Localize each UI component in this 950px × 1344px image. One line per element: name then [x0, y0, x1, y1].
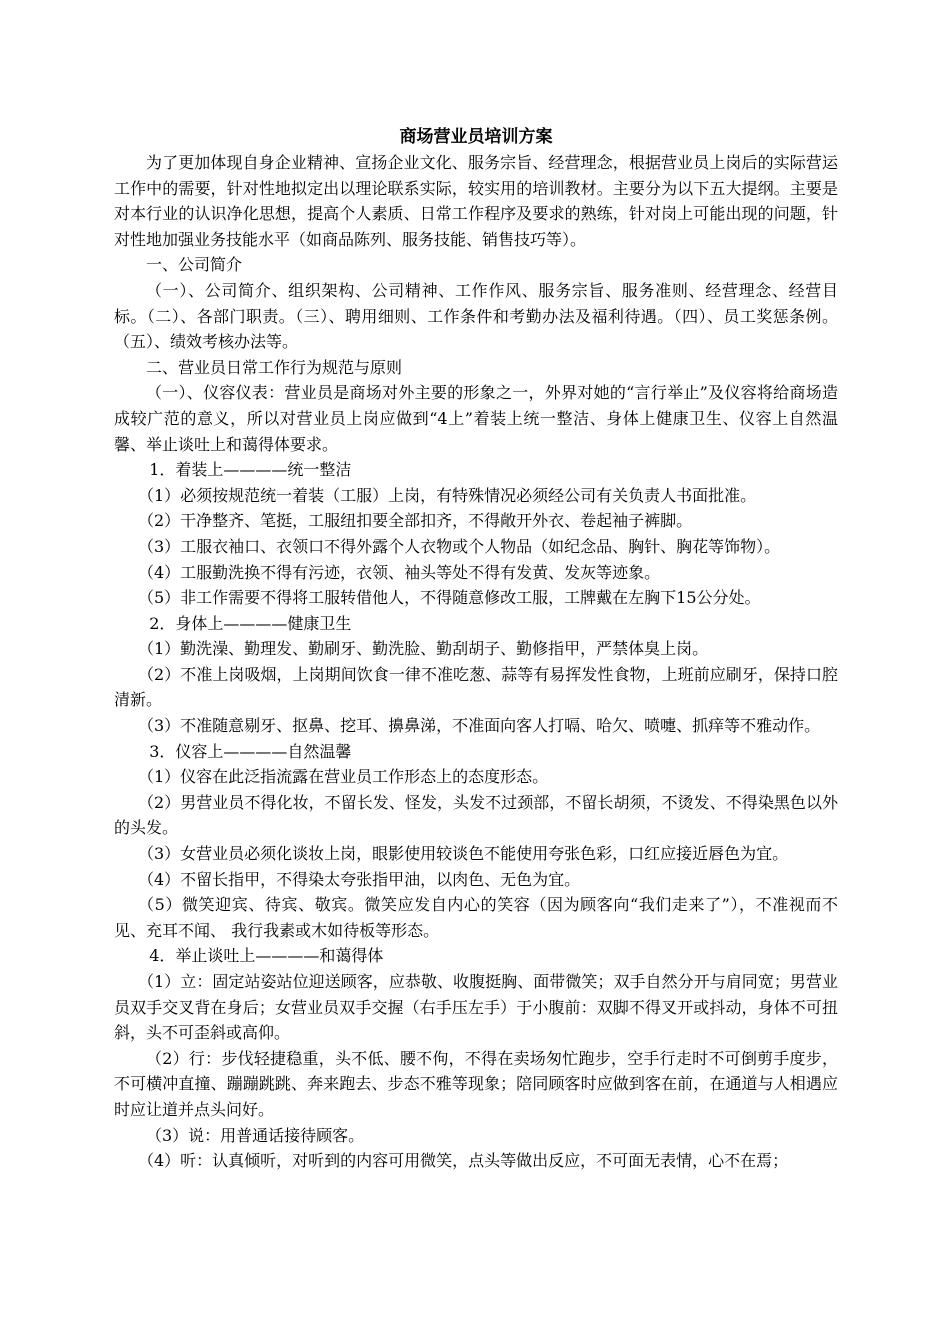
paragraph: （一）、公司简介、组织架构、公司精神、工作作风、服务宗旨、服务准则、经营理念、经营目标。（二）、各部门职责。（三）、聘用细则、工作条件和考勤办法及福利待遇。（四）、员工奖惩条例。（五）、绩效考核办法等。 [114, 280, 838, 352]
paragraph: （1）勤洗澡、勤理发、勤刷牙、勤洗脸、勤刮胡子、勤修指甲，严禁体臭上岗。 [138, 639, 709, 659]
paragraph: （1）立：固定站姿站位迎送顾客，应恭敬、收腹挺胸、面带微笑；双手自然分开与肩同宽；男营业员双手交叉背在身后；女营业员双手交握（右手压左手）于小腹前：双脚不得叉开或抖动，身体不可扭斜，头不可歪斜或高仰。 [114, 972, 838, 1043]
paragraph: （1）仪容在此泛指流露在营业员工作形态上的态度形态。 [138, 767, 549, 787]
paragraph: 1．着装上————统一整洁 [149, 460, 352, 480]
paragraph: （3）不准随意剔牙、抠鼻、挖耳、擤鼻涕，不准面向客人打嗝、哈欠、喷嚏、抓痒等不雅动作。 [138, 716, 821, 736]
paragraph: （4）不留长指甲，不得染太夸张指甲油，以肉色、无色为宜。 [138, 869, 581, 889]
paragraph: （3）工服衣袖口、衣领口不得外露个人衣物或个人物品（如纪念品、胸针、胸花等饰物）。 [138, 536, 781, 556]
paragraph: （2）行：步伐轻捷稳重，头不低、腰不佝，不得在卖场匆忙跑步，空手行走时不可倒剪手度步，不可横冲直撞、蹦蹦跳跳、奔来跑去、步态不雅等现象；陪同顾客时应做到客在前，在通道与人相遇应时应让道并点头问好。 [114, 1048, 838, 1119]
paragraph: （3）说：用普通话接待顾客。 [146, 1125, 365, 1145]
paragraph: （一）、仪容仪表：营业员是商场对外主要的形象之一，外界对她的“言行举止”及仪容将给商场造成较广范的意义，所以对营业员上岗应做到“4上”着装上统一整洁、身体上健康卫生、仪容上自然温馨、举止谈吐上和蔼得体要求。 [114, 383, 838, 454]
paragraph: （2）干净整齐、笔挺，工服纽扣要全部扣齐，不得敞开外衣、卷起袖子裤脚。 [138, 511, 693, 531]
paragraph: 2．身体上————健康卫生 [149, 613, 352, 633]
paragraph: 一、公司简介 [146, 255, 243, 275]
paragraph: （5）非工作需要不得将工服转借他人，不得随意修改工服，工牌戴在左胸下15公分处。 [138, 588, 761, 608]
paragraph: 二、营业员日常工作行为规范与原则 [146, 357, 403, 377]
paragraph: （2）男营业员不得化妆，不留长发、怪发，头发不过颈部，不留长胡须，不烫发、不得染黑色以外的头发。 [114, 792, 838, 838]
document-page [114, 118, 838, 1174]
document-body [114, 150, 838, 1174]
paragraph: （2）不准上岗吸烟，上岗期间饮食一律不准吃葱、蒜等有易挥发性食物，上班前应刷牙，保持口腔清新。 [114, 664, 838, 710]
paragraph: （3）女营业员必须化谈妆上岗，眼影使用较谈色不能使用夸张色彩，口红应接近唇色为宜。 [138, 844, 789, 864]
paragraph: （5）微笑迎宾、待宾、敬宾。微笑应发自内心的笑容（因为顾客向“我们走来了”），不准视而不见、充耳不闻、 我行我素或木如待板等形态。 [114, 895, 838, 940]
paragraph: 4．举止谈吐上————和蔼得体 [149, 946, 384, 966]
paragraph: 为了更加体现自身企业精神、宣扬企业文化、服务宗旨、经营理念，根据营业员上岗后的实际营运工作中的需要，针对性地拟定出以理论联系实际，较实用的培训教材。主要分为以下五大提纲。主要是对本行业的认识净化思想，提高个人素质、日常工作程序及要求的熟练，针对岗上可能出现的问题，针对性地加强业务技能水平（如商品陈列、服务技能、销售技巧等）。 [114, 153, 838, 249]
paragraph: （4）工服勤洗换不得有污迹，衣领、袖头等处不得有发黄、发灰等迹象。 [138, 562, 661, 582]
paragraph: 3．仪容上————自然温馨 [149, 741, 352, 761]
paragraph: （1）必须按规范统一着装（工服）上岗，有特殊情况必须经公司有关负责人书面批准。 [138, 485, 757, 505]
paragraph: （4）听：认真倾听，对听到的内容可用微笑，点头等做出反应，不可面无表情，心不在焉； [138, 1151, 789, 1171]
document-title: 商场营业员培训方案 [399, 127, 553, 147]
